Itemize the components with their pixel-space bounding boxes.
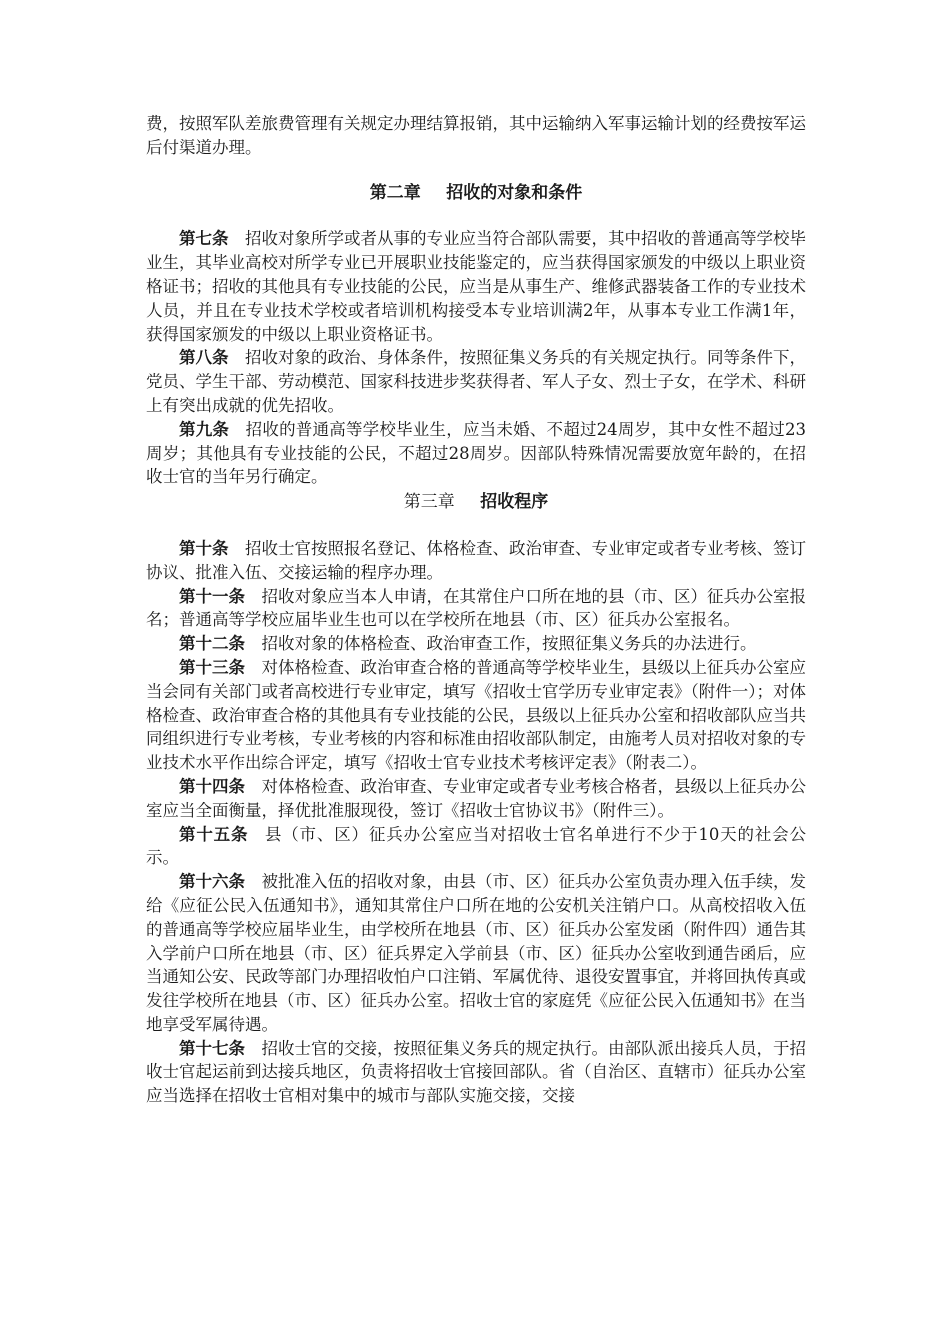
- article-label: 第十六条: [179, 872, 245, 892]
- chapter-heading: [146, 182, 806, 206]
- document-body: [146, 112, 806, 1108]
- article-paragraph: [146, 870, 806, 1037]
- article-paragraph: [146, 656, 806, 775]
- article-text: 被批准入伍的招收对象，由县（市、区）征兵办公室负责办理入伍手续，发给《应征公民入伍通知书》，通知其常住户口所在地的公安机关注销户口。从高校招收入伍的普通高等学校应届毕业生，由学校所在地县（市、区）征兵办公室发函（附件四）通告其入学前户口所在地县（市、区）征兵界定入学前县（市、区）征兵办公室收到通告函后，应当通知公安、民政等部门办理招收怕户口注销、军属优待、退役安置事宜，并将回执传真或发往学校所在地县（市、区）征兵办公室。招收士官的家庭凭《应征公民入伍通知书》在当地享受军属待遇。: [146, 872, 806, 1034]
- article-text: 招收对象所学或者从事的专业应当符合部队需要，其中招收的普通高等学校毕业生，其毕业高校对所学专业已开展职业技能鉴定的，应当获得国家颁发的中级以上职业资格证书；招收的其他具有专业技能的公民，应当是从事生产、维修武器装备工作的专业技术人员，并且在专业技术学校或者培训机构接受本专业培训满2年，从事本专业工作满1年，获得国家颁发的中级以上职业资格证书。: [146, 229, 806, 344]
- article-label: 第十五条: [179, 824, 249, 844]
- article-paragraph: [146, 823, 806, 871]
- article-label: 第十七条: [179, 1038, 245, 1058]
- article-paragraph: [146, 632, 806, 656]
- article-paragraph: [146, 418, 806, 489]
- article-label: 第十二条: [179, 634, 245, 654]
- chapter-number: 第三章: [403, 492, 455, 513]
- article-label: 第十三条: [179, 657, 245, 677]
- article-text: 对体格检查、政治审查合格的普通高等学校毕业生，县级以上征兵办公室应当会同有关部门或者高校进行专业审定，填写《招收士官学历专业审定表》（附件一）；对体格检查、政治审查合格的其他具有专业技能的公民，县级以上征兵办公室和招收部队应当共同组织进行专业考核，专业考核的内容和标准由招收部队制定，由施考人员对招收对象的专业技术水平作出综合评定，填写《招收士官专业技术考核评定表》（附表二）。: [146, 657, 806, 773]
- continuation-paragraph: 费，按照军队差旅费管理有关规定办理结算报销，其中运输纳入军事运输计划的经费按军运后付渠道办理。: [146, 114, 806, 157]
- article-text: 招收对象的政治、身体条件，按照征集义务兵的有关规定执行。同等条件下，党员、学生干部、劳动模范、国家科技进步奖获得者、军人子女、烈士子女，在学术、科研上有突出成就的优先招收。: [146, 348, 806, 415]
- article-paragraph: [146, 585, 806, 633]
- article-text: 招收士官按照报名登记、体格检查、政治审查、专业审定或者专业考核、签订协议、批准入伍、交接运输的程序办理。: [146, 538, 806, 582]
- chapter-title: 招收的对象和条件: [446, 182, 583, 203]
- article-text: 招收士官的交接，按照征集义务兵的规定执行。由部队派出接兵人员，于招收士官起运前到达接兵地区，负责将招收士官接回部队。省（自治区、直辖市）征兵办公室应当选择在招收士官相对集中的城市与部队实施交接，交接: [146, 1038, 806, 1106]
- article-label: 第十一条: [179, 586, 245, 606]
- article-text: 招收对象的体格检查、政治审查工作，按照征集义务兵的办法进行。: [261, 634, 757, 654]
- article-paragraph: [146, 227, 806, 346]
- article-label: 第十条: [179, 538, 229, 558]
- article-paragraph: [146, 346, 806, 417]
- article-label: 第八条: [179, 348, 229, 368]
- article-text: 县（市、区）征兵办公室应当对招收士官名单进行不少于10天的社会公示。: [146, 824, 807, 868]
- article-paragraph: [146, 537, 806, 585]
- article-label: 第七条: [179, 229, 229, 249]
- article-label: 第十四条: [179, 776, 245, 796]
- article-label: 第九条: [179, 419, 230, 439]
- article-text: 招收的普通高等学校毕业生，应当未婚、不超过24周岁，其中女性不超过23周岁；其他具有专业技能的公民，不超过28周岁。因部队特殊情况需要放宽年龄的，在招收士官的当年另行确定。: [146, 419, 807, 487]
- chapter-heading: [146, 491, 806, 515]
- article-text: 招收对象应当本人申请，在其常住户口所在地的县（市、区）征兵办公室报名；普通高等学校应届毕业生也可以在学校所在地县（市、区）征兵办公室报名。: [146, 586, 806, 630]
- article-paragraph: [146, 1037, 806, 1108]
- article-text: 对体格检查、政治审查、专业审定或者专业考核合格者，县级以上征兵办公室应当全面衡量，择优批准服现役，签订《招收士官协议书》（附件三）。: [146, 776, 806, 820]
- chapter-title: 招收程序: [480, 492, 549, 513]
- chapter-number: 第二章: [369, 182, 421, 203]
- article-paragraph: [146, 775, 806, 823]
